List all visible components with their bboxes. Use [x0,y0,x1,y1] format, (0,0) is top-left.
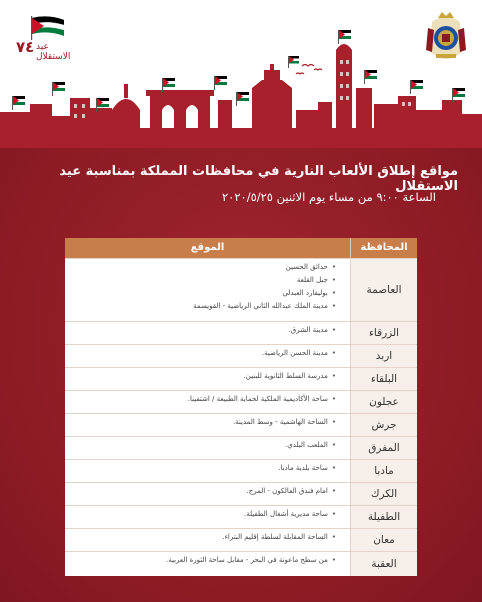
locations-cell [65,483,350,505]
governorate-cell: العقبة [350,552,417,576]
governorate-cell: الزرقاء [350,322,417,344]
royal-crest-icon [422,8,470,68]
location-item: • جبل القلعة [69,274,336,287]
locations-cell [65,259,350,321]
location-item: • الساحة الهاشمية - وسط المدينة. [69,416,336,429]
location-item: • من سطح ماعونة في البحر - مقابل ساحة الثورة العربية. [69,554,336,567]
page-title: مواقع إطلاق الألعاب النارية في محافظات المملكة بمناسبة عيد الاستقلال [59,164,458,194]
location-item: • ساحة بلدية مادبا. [69,462,336,475]
table-row [65,505,417,528]
table-row [65,551,417,576]
header-banner [0,0,482,148]
event-time: الساعة ٩:٠٠ من مساء يوم الاثنين ٢٠٢٠/٥/٢٥ [222,190,436,204]
governorate-cell: الطفيلة [350,506,417,528]
locations-table [65,238,417,576]
location-item: • امام فندق الفالكون - المرج. [69,485,336,498]
logo-script-text: عيد الاستقلال [36,42,71,62]
location-item: • مدينة الملك عبدالله الثاني الرياضية - القويسمة [69,300,336,313]
governorate-cell: البلقاء [350,368,417,390]
governorate-cell: مادبا [350,460,417,482]
table-row [65,528,417,551]
table-row [65,258,417,321]
table-row [65,390,417,413]
locations-cell [65,552,350,576]
governorate-cell: جرش [350,414,417,436]
location-item: • ساحة الأكاديمية الملكية لحماية الطبيعة / اشتفينا. [69,393,336,406]
location-item: • مدرسة السلط الثانوية للبنين. [69,370,336,383]
locations-cell [65,529,350,551]
table-header [65,238,417,258]
governorate-cell: معان [350,529,417,551]
table-row [65,413,417,436]
locations-cell [65,437,350,459]
locations-cell [65,506,350,528]
locations-cell [65,460,350,482]
logo-number: ٧٤ [16,38,35,56]
independence-74-logo [14,14,80,60]
governorate-cell: عجلون [350,391,417,413]
location-item: • مدينة الشرق. [69,324,336,337]
table-row [65,459,417,482]
locations-cell [65,391,350,413]
header-governorate: المحافظة [350,238,417,258]
locations-cell [65,414,350,436]
location-item: • الملعب البلدي. [69,439,336,452]
table-row [65,344,417,367]
locations-cell [65,368,350,390]
governorate-cell: المفرق [350,437,417,459]
locations-cell [65,322,350,344]
location-item: • بوليفارد العبدلي [69,287,336,300]
main-panel [0,148,482,602]
location-item: • مدينة الحسن الرياضية. [69,347,336,360]
governorate-cell: العاصمة [350,259,417,321]
governorate-cell: اربد [350,345,417,367]
table-row [65,482,417,505]
table-row [65,321,417,344]
table-row [65,436,417,459]
table-row [65,367,417,390]
location-item: • ساحة مديرية أشغال الطفيلة. [69,508,336,521]
locations-cell [65,345,350,367]
location-item: • الساحة المقابلة لسلطة إقليم البتراء. [69,531,336,544]
governorate-cell: الكرك [350,483,417,505]
header-location: الموقع [190,242,225,253]
location-item: • حدائق الحسين [69,261,336,274]
